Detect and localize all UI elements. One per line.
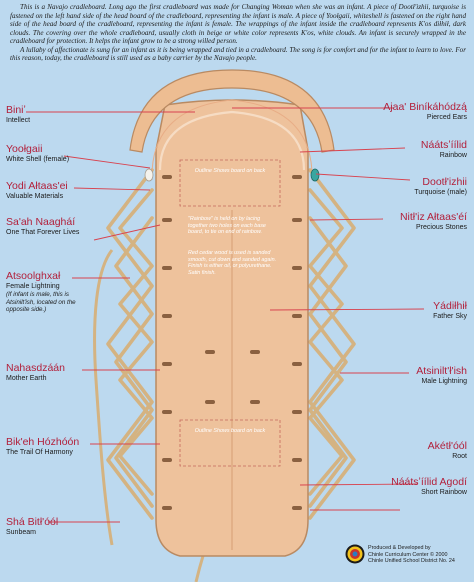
- label-english: Pierced Ears: [426, 114, 467, 121]
- label-english: The Trail Of Harmony: [6, 449, 73, 456]
- label-turquoise: [414, 176, 467, 197]
- lacing-right: [310, 170, 354, 518]
- label-navajo: Yádiłhił: [433, 300, 467, 312]
- label-forever-lives: [6, 216, 79, 237]
- label-navajo: Nitł'iz Ałtaas'éí: [399, 211, 467, 223]
- label-rainbow: [421, 139, 467, 160]
- intro-paragraph-1: This is a Navajo cradleboard. Long ago the first cradleboard was made for Changing Woman when she was an infant. A piece of Dootł'izhii, turquoise is fastened on the left hand side of the head board of the cradleboard, representing the infant is male. A piece of Yoołgaii, whiteshell is fastened on the right hand side of the head board of the cradleboard, representing the infant is female. The wrappings of the infant inside the cradleboard represents K'os diłhił, dark clouds. The covering over the whole cradleboard, usually cloth in beige or white color represents K'os, white clouds. An infant is securely wrapped in the cradleboard for protection. It helps the infant grow to be a strong willed person.: [10, 3, 466, 46]
- label-navajo: Atsoolghxał: [6, 270, 61, 282]
- label-english: Mother Earth: [6, 375, 47, 382]
- label-english: Root: [452, 453, 467, 460]
- credits-line: Chinle Curriculum Center © 2000: [368, 551, 448, 558]
- label-intellect: [6, 104, 30, 125]
- label-english: Father Sky: [433, 313, 467, 320]
- label-pierced-ears: [383, 101, 467, 122]
- label-english: Turquoise (male): [414, 189, 467, 196]
- label-english: Male Lightning: [421, 378, 467, 385]
- label-valuable-materials: [6, 180, 68, 201]
- label-mother-earth: [6, 362, 65, 383]
- turquoise-piece: [311, 169, 319, 181]
- label-root: [428, 440, 467, 461]
- label-navajo: Biniʼ: [6, 104, 26, 116]
- label-english: Rainbow: [439, 152, 467, 159]
- label-navajo: Nahasdzáán: [6, 362, 65, 374]
- label-navajo: Náátsʼíílid: [420, 139, 467, 151]
- label-navajo: Ajaa' Biníkáhódzą́: [383, 101, 467, 113]
- lacing-left: [108, 170, 152, 518]
- label-sunbeam: [6, 516, 58, 537]
- note-outline-bottom: Outline Shows board on back: [194, 428, 266, 434]
- label-english: Intellect: [6, 117, 31, 124]
- label-navajo: Bik'eh Hózhóón: [6, 436, 80, 448]
- label-english: Precious Stones: [416, 224, 467, 231]
- label-navajo: Akétł'óól: [427, 440, 467, 452]
- label-male-lightning: [416, 365, 467, 386]
- whiteshell-piece: [145, 169, 153, 181]
- label-english: Sunbeam: [6, 529, 36, 536]
- label-english: Short Rainbow: [421, 489, 467, 496]
- credits-line: Produced & Developed by: [368, 545, 431, 551]
- label-navajo: Atsinilt'ł'ish: [416, 365, 467, 377]
- label-english: Valuable Materials: [6, 193, 64, 200]
- credits-line: Chinle Unified School District No. 24: [368, 558, 455, 565]
- label-precious-stones: [400, 211, 467, 232]
- label-navajo: Yodi Ałtaas'ei: [6, 180, 68, 192]
- credits: [368, 545, 455, 565]
- intro-paragraph-2: A lullaby of affectionate is sung for an infant as it is being wrapped and tied in a cradleboard. The song is for comfort and for the infant to learn to love. For this reason, today, the cradleboard is still used as a baby carrier by the Navajo people.: [10, 45, 466, 63]
- label-female-lightning: [6, 270, 86, 314]
- note-outline-top: Outline Shows board on back: [194, 168, 266, 174]
- label-short-rainbow: [391, 476, 467, 497]
- label-navajo: Yoołgaii: [6, 143, 43, 155]
- note-rainbow-lacing: "Rainbow" is held on by lacing together two holes on each base board, to tie on end of rainbow.: [188, 216, 266, 236]
- lace-string-left: [95, 250, 112, 545]
- chinle-logo-icon: [345, 544, 365, 564]
- label-navajo: Sa'ah Naagháí: [6, 216, 76, 228]
- label-navajo: Dootł'izhii: [422, 176, 467, 188]
- note-cedar-wood: Red cedar wood is used is sanded smooth, cut down and sanded again. Finish is either oil, or polyurethane. Satin finish.: [188, 250, 277, 276]
- label-trail-of-harmony: [6, 436, 79, 457]
- label-english: One That Forever Lives: [6, 229, 80, 236]
- label-note: (If infant is male, this is Atsinilt'ish, located on the opposite side.): [6, 291, 76, 313]
- label-white-shell: [6, 143, 69, 164]
- label-father-sky: [433, 300, 467, 321]
- label-navajo: Náátsʼíílid Agodí: [391, 476, 467, 488]
- label-english: Female Lightning: [6, 283, 60, 290]
- label-navajo: Shá Bitł'óól: [6, 516, 59, 528]
- label-english: White Shell (female): [6, 156, 70, 163]
